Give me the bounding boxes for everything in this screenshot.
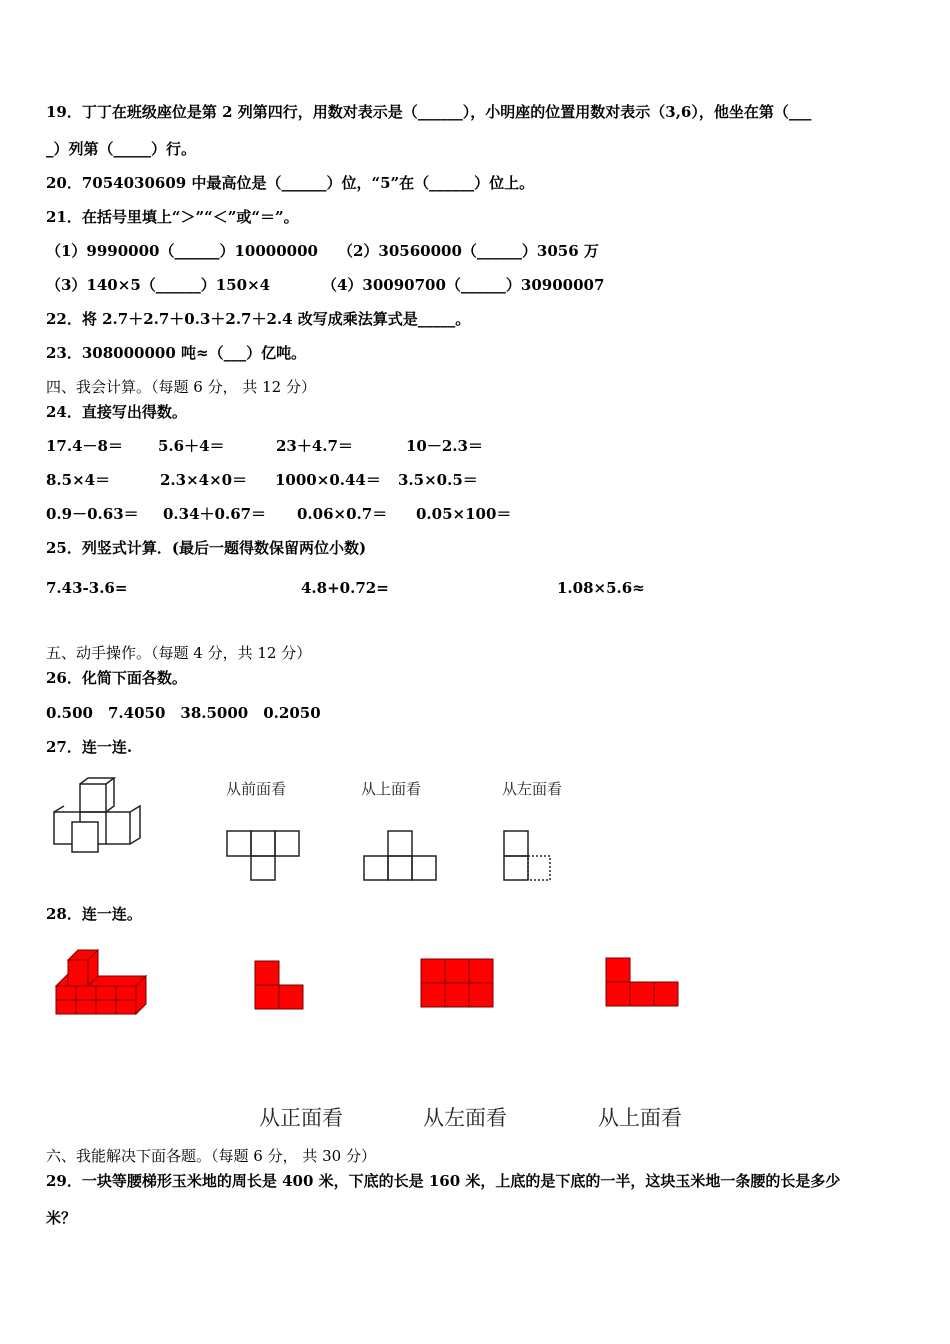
q29-line1: 29．一块等腰梯形玉米地的周长是 400 米，下底的长是 160 米，上底的是下底的一半，这块玉米地一条腰的长是多少: [46, 1172, 841, 1190]
q24-cell: 8.5×4＝: [46, 471, 111, 489]
q24-cell: 0.06×0.7＝: [297, 505, 388, 523]
q24-cell: 0.9－0.63＝: [46, 505, 139, 523]
q21-item-3: （3）140×5（______）150×4: [46, 276, 271, 294]
q22-text: 22．将 2.7＋2.7＋0.3＋2.7＋2.4 改写成乘法算式是_____。: [46, 310, 471, 328]
q27-solid-figure: [50, 776, 150, 856]
q27-title: 27．连一连.: [46, 738, 133, 756]
q24-cell: 17.4－8＝: [46, 437, 123, 455]
q28-red-view-1: [254, 960, 306, 1012]
q25-title: 25．列竖式计算．(最后一题得数保留两位小数): [46, 539, 367, 557]
q21-item-2: （2）30560000（______）3056 万: [338, 242, 599, 260]
q24-cell: 5.6＋4＝: [158, 437, 225, 455]
q24-cell: 10－2.3＝: [406, 437, 483, 455]
q28-red-solid: [54, 946, 150, 1018]
q21-item-1: （1）9990000（______）10000000: [46, 242, 318, 260]
q28-label-left: 从左面看: [423, 1106, 507, 1130]
q24-cell: 1000×0.44＝: [275, 471, 381, 489]
q26-title: 26．化简下面各数。: [46, 669, 187, 687]
q26-numbers: 0.500 7.4050 38.5000 0.2050: [46, 704, 321, 722]
section-6-heading: 六、我能解决下面各题。（每题 6 分， 共 30 分）: [46, 1147, 376, 1165]
q27-view-left: [503, 830, 555, 882]
section-5-heading: 五、动手操作。（每题 4 分，共 12 分）: [46, 644, 312, 662]
q19-line2: _）列第（_____）行。: [46, 140, 197, 158]
q27-label-top: 从上面看: [361, 780, 422, 798]
q24-title: 24．直接写出得数。: [46, 403, 187, 421]
q23-text: 23．308000000 吨≈（___）亿吨。: [46, 344, 307, 362]
section-4-heading: 四、我会计算。（每题 6 分， 共 12 分）: [46, 378, 316, 396]
q24-cell: 23＋4.7＝: [276, 437, 353, 455]
q25-item-2: 4.8+0.72=: [301, 579, 389, 597]
q27-label-front: 从前面看: [226, 780, 287, 798]
q19-line1: 19．丁丁在班级座位是第 2 列第四行，用数对表示是（______），小明座的位置用数对表示（3,6），他坐在第（___: [46, 103, 812, 121]
q28-red-view-2: [420, 958, 496, 1010]
q20-text: 20．7054030609 中最高位是（______）位，“5”在（______）位上。: [46, 174, 535, 192]
q28-label-top: 从上面看: [598, 1106, 682, 1130]
q24-cell: 2.3×4×0＝: [160, 471, 248, 489]
q24-cell: 0.34＋0.67＝: [163, 505, 267, 523]
q25-item-3: 1.08×5.6≈: [557, 579, 645, 597]
q28-label-front: 从正面看: [259, 1106, 343, 1130]
q24-cell: 0.05×100＝: [416, 505, 512, 523]
q27-label-left: 从左面看: [502, 780, 563, 798]
q27-view-top: [363, 830, 439, 882]
q21-item-4: （4）30090700（______）30900007: [322, 276, 605, 294]
q21-title: 21．在括号里填上“＞”“＜”或“＝”。: [46, 208, 299, 226]
q28-red-view-3: [605, 957, 681, 1009]
q25-item-1: 7.43-3.6=: [46, 579, 128, 597]
q29-line2: 米？: [46, 1209, 77, 1227]
q24-cell: 3.5×0.5＝: [398, 471, 478, 489]
q27-view-front: [226, 830, 302, 882]
q28-title: 28．连一连。: [46, 905, 142, 923]
